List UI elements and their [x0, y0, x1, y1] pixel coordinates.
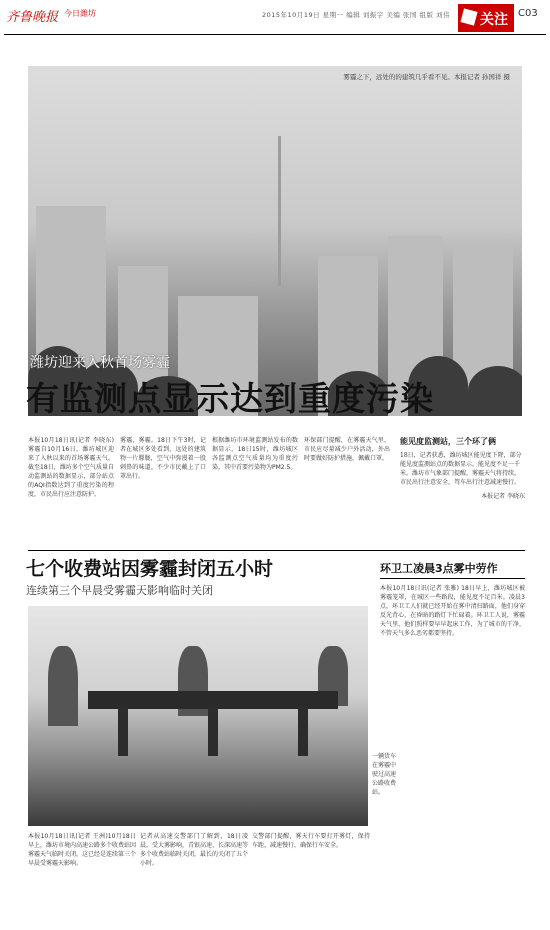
- story1-column-2: 雾霾，雾霾。18日下午3时，记者在城区多处看到，远处的建筑物一片朦胧，空气中弥漫着一股刺鼻的味道。不少市民戴上了口罩出行。: [120, 437, 206, 480]
- photo-caption: 一辆货车在雾霾中驶过高速公路收费站。: [372, 753, 397, 796]
- story2-column-3: 交警部门提醒，雾天行车要打开雾灯，保持车距，减速慢行，确保行车安全。: [252, 833, 370, 849]
- headline-toll-stations: 七个收费站因雾霾封闭五小时: [26, 558, 274, 580]
- sidebar-box-title: 能见度监测站，三个环了俩: [400, 437, 496, 446]
- flag-icon: [460, 8, 477, 25]
- photo-caption: 雾霾之下，远处的的建筑几乎看不见。本报记者 孙国祥 摄: [343, 73, 510, 81]
- story-kicker: 潍坊迎来入秋首场雾霾: [30, 355, 170, 371]
- sidebar-box-body: 18日，记者获悉，潍坊城区能见度下降，部分能见度监测站点的数据显示，能见度不足一千米。潍坊市气象部门提醒，雾霾天气将持续，市民出行注意安全，驾车出行注意减速慢行。: [400, 452, 522, 486]
- header-rule: [4, 34, 546, 35]
- main-headline: 有监测点显示达到重度污染: [26, 379, 434, 418]
- subheadline-toll-stations: 连续第三个早晨受雾霾天影响临时关闭: [26, 584, 213, 597]
- section-label: 今日潍坊: [64, 9, 96, 18]
- story2-column-1: 本报10月18日讯(记者 王洲)10月18日早上，潍坊市境内高速公路多个收费站因雾霾天气临时关闭，这已经是连续第三个早晨受雾霾天影响。: [28, 833, 136, 867]
- sidebar-box: [400, 436, 525, 552]
- masthead-meta: 2015年10月19日 星期一 编辑 刘振宇 美编 张国 组版 刘伟: [262, 11, 451, 19]
- sidebar-box-byline: 本报记者 李晓东: [481, 493, 525, 500]
- sanitation-body: 本报10月18日讯(记者 张雅) 18日早上，潍坊城区被雾霾笼罩，在城区一些路段，能见度不足百米。凌晨3点，环卫工人们就已经开始在雾中清扫路面，他们身穿反光背心，在昏暗的路灯下忙碌着。环卫工人说，雾霾天气里，他们照样要早早起床工作，为了城市的干净，不管天气多么恶劣都要坚持。: [380, 585, 525, 637]
- toll-station-photo: [28, 606, 368, 826]
- page-number: C03: [518, 8, 538, 19]
- masthead-logo: 齐鲁晚报: [6, 10, 59, 25]
- section-rule: [28, 550, 525, 551]
- story1-column-1: 本报10月18日讯(记者 李晓东)雾霾自10月16日，潍坊城区迎来了入秋以来的首场雾霾天气。截至18日，潍坊多个空气质量自动监测站的数据显示，部分站点的AQI指数达到了重度污染的程度，市民出行应注意防护。: [28, 437, 114, 498]
- sanitation-rule: [380, 578, 525, 579]
- story1-column-3: 根据潍坊市环境监测站发布的数据显示，18日15时，潍坊城区各监测点空气质量均为重度污染，其中首要污染物为PM2.5。: [212, 437, 298, 471]
- story1-column-4: 环保部门提醒，在雾霾天气里，市民应尽量减少户外活动，外出时要做好防护措施，佩戴口罩。: [304, 437, 390, 462]
- story2-column-2: 记者从高速交警部门了解到，18日凌晨，受大雾影响，青银高速、长深高速等多个收费站临时关闭，最长的关闭了五个小时。: [140, 833, 248, 867]
- section-tag-label: 关注: [480, 12, 508, 28]
- section-tag: [458, 4, 514, 32]
- headline-sanitation: 环卫工凌晨3点雾中劳作: [380, 562, 498, 575]
